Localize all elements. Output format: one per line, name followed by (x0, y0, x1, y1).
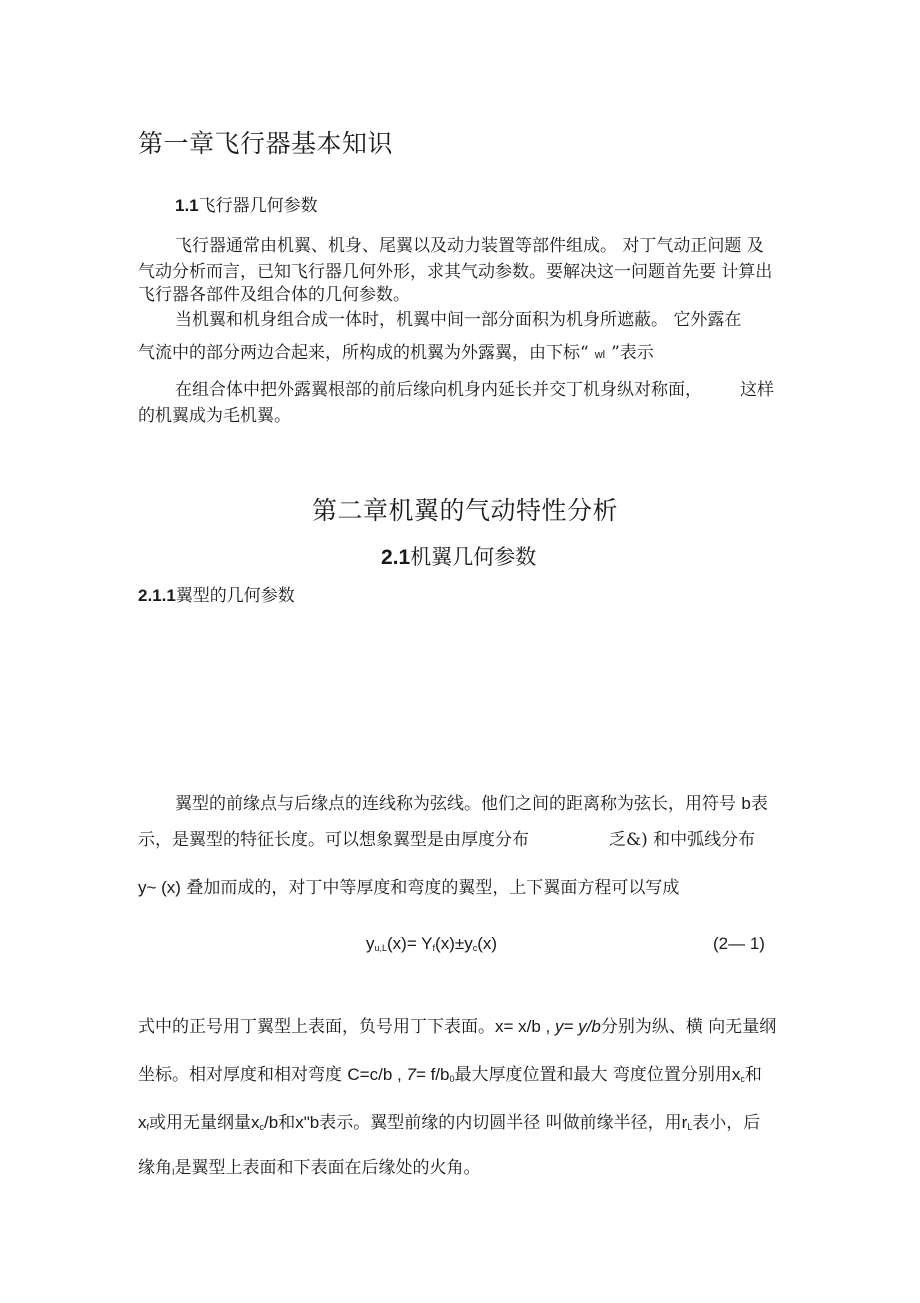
para1-line2: 气动分析而言，已知飞行器几何外形，求其气动参数。要解决这一问题首先要 计算出 (138, 262, 773, 282)
para2-line2-post: ”表示 (611, 343, 654, 363)
ch2-para2-line3-a: x (138, 1113, 147, 1132)
chapter-2-title: 第二章机翼的气动特性分析 (312, 496, 619, 525)
ch2-para2-line4-c: 是翼型上表面和下表面在后缘处的火角。 (174, 1158, 481, 1178)
section-number: 2.1 (381, 546, 411, 569)
ch2-para2-line3-f: /b (264, 1113, 279, 1132)
ch2-para2-line3-b: f (146, 1122, 150, 1132)
section-number: 1.1 (175, 196, 199, 215)
ch2-para2-line3-k: L (687, 1122, 693, 1132)
subscript-wl: wl (594, 349, 606, 361)
ch2-para2-line1-d: 分别为纵、横 向无量纲 (600, 1017, 777, 1037)
ch2-para2-line2-c: 7 (406, 1065, 416, 1084)
ch2-para2-line2-e: 0 (449, 1074, 455, 1084)
para3-line2: 的机翼成为毛机翼。 (138, 406, 291, 426)
para3-line1 (175, 380, 774, 401)
camber-symbol: y~ (x) (138, 878, 181, 897)
eq-end: (x) (477, 934, 498, 953)
eq-mid2: (x)±y (435, 934, 473, 953)
ch2-para1-line2-b: 乏&) 和中弧线分布 (609, 830, 756, 850)
eq-mid: (x)= Y (387, 934, 433, 953)
ch2-para2-line2-a: 坐标。相对厚度和相对弯度 (138, 1065, 348, 1085)
ch2-para2-line2-b: C=c/b , (347, 1065, 407, 1084)
ch2-para2-line1-c: y= y/b (555, 1017, 601, 1036)
section-title: 机翼几何参数 (410, 545, 537, 569)
symbol-b: b (741, 794, 751, 813)
para2-line2 (138, 343, 654, 366)
ch2-para2-line3-j: r (681, 1113, 688, 1132)
ch2-para1-line2 (138, 830, 755, 851)
eq-sub-f: f (432, 943, 436, 953)
ch2-para2-line3-l: 表小，后 (692, 1113, 761, 1133)
ch2-para2-line4-b: I (172, 1167, 175, 1177)
ch2-para2-line3-g: 和 (278, 1113, 296, 1133)
ch2-para2-line2-h: c (740, 1074, 745, 1084)
ch2-para1-line3 (138, 877, 679, 899)
section-title: 飞行器几何参数 (198, 196, 318, 216)
ch2-para2-line3-d: x (251, 1113, 260, 1132)
subsection-title: 翼型的几何参数 (175, 586, 295, 606)
ch2-para1-line1-a: 翼型的前缘点与后缘点的连线称为弦线。他们之间的距离称为弦长，用符号 (175, 794, 742, 814)
ch2-para2-line2 (138, 1064, 762, 1090)
section-2-1-heading (381, 541, 536, 571)
subsection-number: 2.1.1 (138, 586, 176, 605)
equation-2-1 (366, 934, 497, 954)
section-1-1-heading (175, 191, 318, 216)
ch2-para1-line1-c: 表 (750, 794, 768, 814)
para2-line2-pre: 气流中的部分两边合起来，所构成的机翼为外露翼，由下标“ (138, 343, 589, 363)
para3-line1-b: 这样 (740, 380, 774, 400)
ch2-para1-line1 (175, 793, 768, 815)
ch2-para2-line1-a: 式中的正号用丁翼型上表面，负号用丁下表面。 (138, 1017, 495, 1037)
subsection-2-1-1-heading (138, 581, 295, 606)
ch2-para2-line3-c: 或用无量纲量 (149, 1113, 252, 1133)
ch2-para2-line3-h: x"b (295, 1113, 320, 1132)
ch2-para2-line1-b: x= x/b , (495, 1017, 555, 1036)
ch2-para2-line2-i: 和 (744, 1065, 762, 1085)
para3-line1-a: 在组合体中把外露翼根部的前后缘向机身内延长并交丁机身纵对称面， (175, 380, 702, 400)
para2-line1: 当机翼和机身组合成一体时，机翼中间一部分面积为机身所遮蔽。 它外露在 (175, 310, 742, 330)
ch2-para2-line2-d: = f/b (415, 1065, 450, 1084)
ch2-para2-line2-g: x (731, 1065, 741, 1084)
ch2-para1-line3-b: 叠加而成的，对丁中等厚度和弯度的翼型，上下翼面方程可以写成 (180, 878, 680, 898)
ch2-para2-line3 (138, 1112, 760, 1138)
ch2-para2-line4 (138, 1158, 481, 1183)
equation-number: (2— 1) (713, 934, 765, 953)
chapter-1-title: 第一章飞行器基本知识 (138, 129, 394, 158)
eq-y: y (366, 934, 375, 953)
ch2-para1-line2-a: 示，是翼型的特征长度。可以想象翼型是由厚度分布 (138, 830, 529, 850)
ch2-para2-line2-f: 最大厚度位置和最大 弯度位置分别用 (454, 1065, 732, 1085)
para1-line3: 飞行器各部件及组合体的几何参数。 (138, 285, 410, 305)
ch2-para2-line1 (138, 1016, 776, 1038)
eq-sub-ul: u,L (374, 943, 388, 953)
ch2-para2-line3-i: 表示。翼型前缘的内切圆半径 叫做前缘半径，用 (319, 1113, 682, 1133)
ch2-para2-line3-e: c (259, 1122, 265, 1132)
eq-sub-c: c (472, 943, 478, 953)
para1-line1: 飞行器通常由机翼、机身、尾翼以及动力装置等部件组成。 对丁气动正问题 及 (175, 236, 764, 256)
ch2-para2-line4-a: 缘角 (138, 1158, 172, 1178)
